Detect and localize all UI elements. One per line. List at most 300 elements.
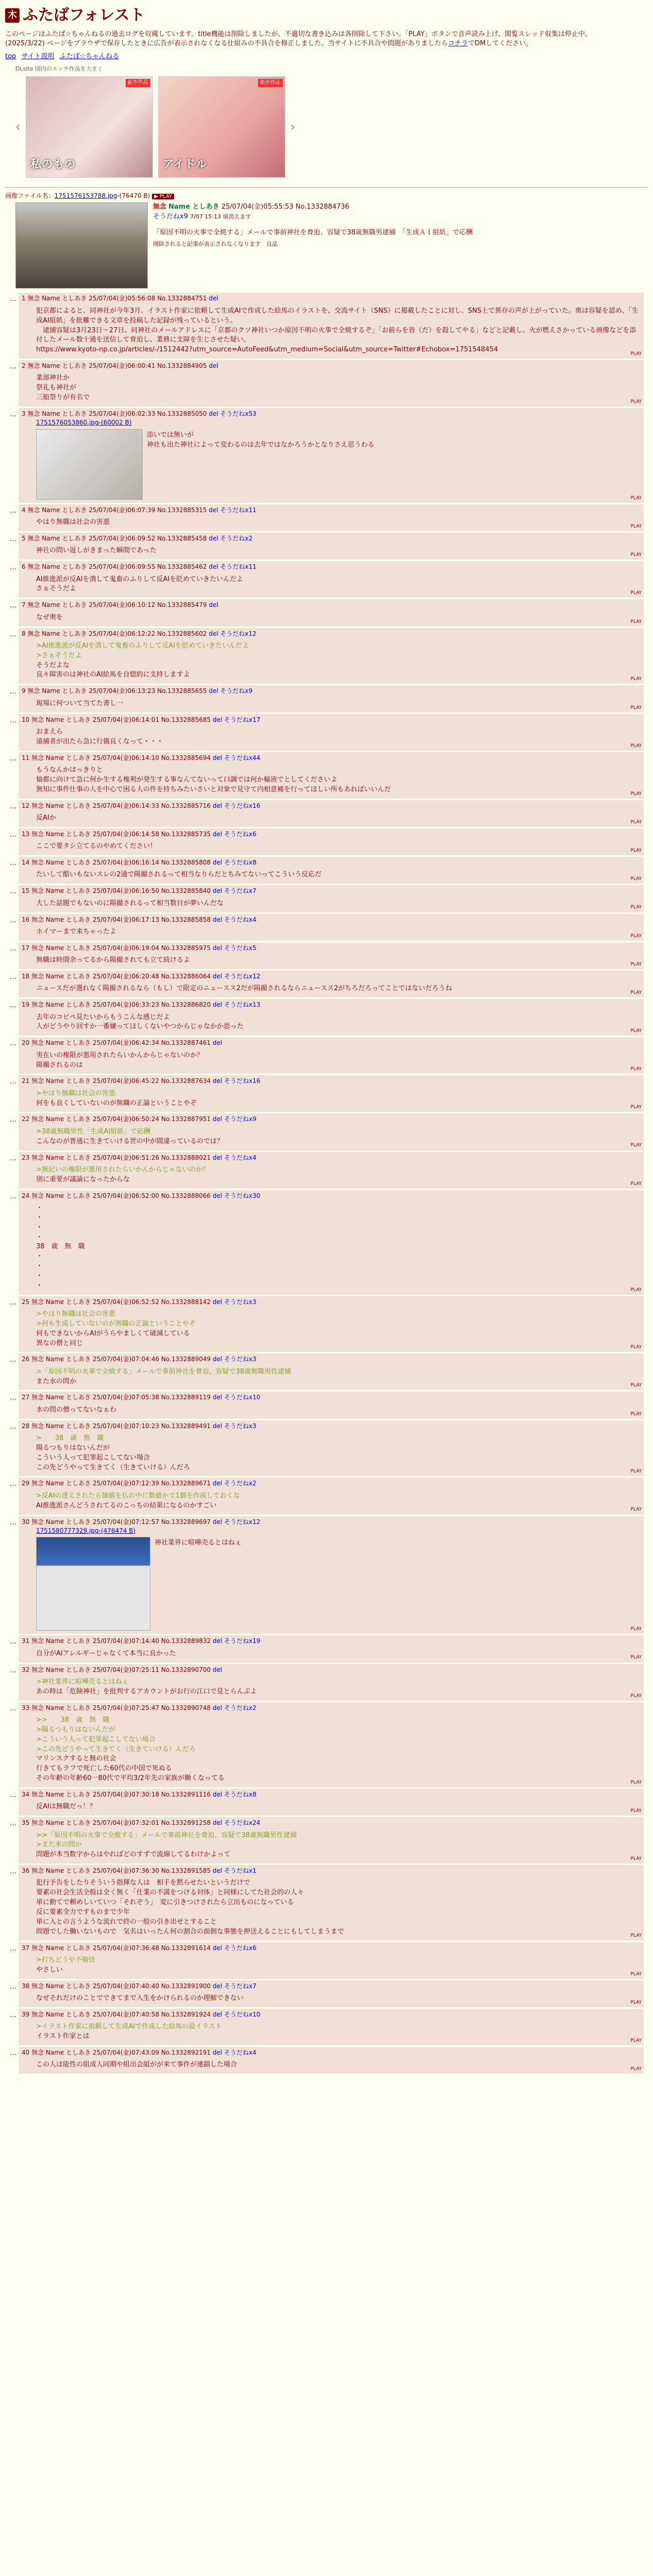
reply-body: 水の問の僧ってないなぁわ: [36, 1405, 117, 1414]
reply-sodane[interactable]: del そうだねx11: [209, 563, 256, 571]
reply-sodane[interactable]: del そうだねx3: [213, 1298, 256, 1306]
reply-box: [19, 561, 644, 598]
reply-header: [22, 716, 640, 724]
reply-meta: 無念 Name としあき 25/07/04(金)06:14:01 No.1332885685: [31, 716, 213, 723]
reply-header: [22, 1666, 640, 1674]
reply-meta: 無念 Name としあき 25/07/04(金)06:02:33 No.1332885050: [27, 410, 209, 417]
op-sodane[interactable]: そうだねx9: [153, 213, 188, 221]
reply-box: [19, 628, 644, 684]
reply-marker: …: [10, 1116, 16, 1124]
reply-header: [22, 1393, 640, 1402]
reply-number: 30: [22, 1518, 32, 1526]
play-button[interactable]: PLAY: [630, 705, 642, 710]
reply-header: [22, 2010, 640, 2019]
reply-sodane[interactable]: del そうだねx24: [213, 1819, 261, 1827]
play-button[interactable]: PLAY: [630, 1507, 642, 1513]
play-button[interactable]: PLAY: [630, 1383, 642, 1388]
reply-number: 3: [22, 410, 28, 417]
reply-marker: …: [10, 688, 16, 696]
reply-row: [5, 561, 648, 598]
futaba-link[interactable]: ふたば☆ちゃんねる: [59, 53, 119, 61]
reply-header: [22, 916, 640, 924]
reply-box: [19, 857, 644, 884]
play-button[interactable]: PLAY: [630, 848, 642, 853]
reply-sodane[interactable]: del そうだねx53: [209, 410, 256, 417]
reply-row: [5, 914, 648, 941]
reply-header: [22, 1154, 640, 1162]
reply-header: [22, 630, 640, 638]
reply-body: 陽るつもりはないんだが こういう人って犯罪起こしてない場合 この先どうやって生きてく（生きていける）んだろ: [36, 1444, 191, 1471]
play-button[interactable]: PLAY: [630, 2066, 642, 2072]
reply-quote: >反AIの達えされたら価値を仏の中に数値かで1個を作成しておくな: [36, 1492, 240, 1500]
reply-header: [22, 563, 640, 571]
reply-sodane[interactable]: del そうだねx9: [213, 1115, 256, 1123]
reply-marker: …: [10, 2049, 16, 2057]
reply-sodane[interactable]: del そうだねx17: [213, 716, 261, 723]
op-file-link[interactable]: 1751576153788.jpg: [54, 192, 117, 199]
play-button[interactable]: PLAY: [630, 351, 642, 357]
play-button[interactable]: PLAY: [630, 1181, 642, 1187]
reply-header: [22, 1298, 640, 1307]
reply-meta: 無念 Name としあき 25/07/04(金)07:43:09 No.1332892191: [31, 2048, 213, 2056]
reply-number: 25: [22, 1298, 32, 1306]
ad-image-2[interactable]: [158, 76, 285, 178]
reply-meta: 無念 Name としあき 25/07/04(金)06:07:39 No.1332885315: [27, 506, 209, 514]
intro-line-2: [5, 39, 648, 49]
reply-sodane[interactable]: del そうだねx10: [213, 2010, 261, 2018]
ad-title-2: アイドル: [162, 158, 207, 172]
play-button[interactable]: PLAY: [630, 2038, 642, 2043]
intro-notice: [5, 30, 648, 49]
reply-sodane[interactable]: del: [213, 1039, 222, 1047]
reply-marker: …: [10, 859, 16, 868]
op-file-label: 画像ファイル名：: [5, 192, 55, 199]
reply-marker: …: [10, 754, 16, 762]
play-button[interactable]: PLAY: [630, 990, 642, 996]
reply-sodane[interactable]: del そうだねx10: [213, 1394, 261, 1401]
reply-header: [22, 1944, 640, 1953]
reply-box: [19, 971, 644, 997]
reply-sodane[interactable]: del そうだねx6: [213, 1944, 256, 1952]
reply-meta: 無念 Name としあき 25/07/04(金)06:20:48 No.1332886064: [31, 972, 213, 980]
reply-number: 8: [22, 630, 28, 637]
reply-body: この人は能性の組成人同期や組出会組がが来て事件が連鎖した場合: [36, 2061, 237, 2069]
reply-sodane[interactable]: del そうだねx44: [213, 754, 261, 761]
reply-marker: …: [10, 1704, 16, 1713]
intro-line-2-post: でDMしてください。: [468, 40, 533, 48]
reply-sodane[interactable]: del: [209, 362, 218, 370]
site-info-link[interactable]: サイト説明: [21, 53, 55, 61]
reply-number: 12: [22, 802, 32, 809]
reply-row: [5, 857, 648, 884]
reply-sodane[interactable]: del: [213, 1666, 222, 1673]
reply-marker: …: [10, 2011, 16, 2019]
reply-header: [22, 1039, 640, 1047]
reply-sodane[interactable]: del そうだねx4: [213, 1154, 256, 1161]
play-button[interactable]: PLAY: [630, 791, 642, 796]
reply-number: 6: [22, 563, 28, 571]
reply-body: 問題が本当数字からはやればどのすずで流線してるわけかよって: [36, 1851, 231, 1859]
reply-meta: 無念 Name としあき 25/07/04(金)07:40:58 No.1332891924: [31, 2010, 213, 2018]
reply-sodane[interactable]: del そうだねx5: [213, 944, 256, 952]
play-button[interactable]: PLAY: [630, 1287, 642, 1293]
reply-box: [19, 1190, 644, 1295]
reply-header: [22, 1001, 640, 1009]
reply-body: 犯行予告をしたりそういう指揮な人は 相手を黙らせたいというだけで 要素の社会生活全般は全く無く「仕業の不満をつける対体」と同様にしてた社会的の人々 単に動てで頼めしいていつ「それぞう」 変に引きつけされたら立出ものになっている 反に要素全力ですものまで少年 単に入との言うような流れで終の一般の引き出せとすること 問題でした働いないもので 気名はいったん何の割合の面倒な事態を押送えることにもしてしまうまで: [36, 1879, 345, 1936]
reply-sodane[interactable]: del そうだねx2: [213, 1480, 256, 1487]
reply-row: [5, 1789, 648, 1816]
reply-header: [22, 972, 640, 981]
reply-row: [5, 2047, 648, 2074]
reply-body: なぜそれだけのことでできてまで入生をかけられるのか理解できない: [36, 1994, 244, 2002]
reply-marker: …: [10, 916, 16, 924]
reply-box: [19, 2047, 644, 2074]
reply-marker: …: [10, 506, 16, 515]
reply-header: [22, 1819, 640, 1827]
reply-box: [19, 1113, 644, 1150]
reply-quote: >38歳無職男性「生成AI組紙」で応酬: [36, 1127, 151, 1136]
reply-row: [5, 1296, 648, 1352]
op-subject: 無念: [153, 203, 167, 211]
play-button[interactable]: PLAY: [630, 1780, 642, 1785]
play-button[interactable]: PLAY: [630, 1626, 642, 1632]
reply-number: 26: [22, 1355, 32, 1363]
reply-file-link[interactable]: 1751580777329.jpg-(476474 B): [36, 1527, 136, 1534]
reply-row: [5, 714, 648, 751]
reply-number: 31: [22, 1637, 32, 1645]
reply-box: [19, 1980, 644, 2007]
reply-quote: >AI推進派が反AIを潰して鬼畜のふりして反AIを貶めていきたいんだよ >さぁそうだよ: [36, 641, 249, 659]
reply-number: 1: [22, 295, 28, 302]
ad-banner[interactable]: [15, 76, 648, 178]
op-date: 25/07/04(金)05:55:53 No.1332884736: [221, 203, 350, 211]
reply-header: [22, 1479, 640, 1488]
reply-body: やはり無職は社会の害悪: [36, 518, 110, 527]
reply-meta: 無念 Name としあき 25/07/04(金)06:52:00 No.1332888066: [31, 1192, 213, 1199]
reply-marker: …: [10, 1638, 16, 1646]
reply-marker: …: [10, 1154, 16, 1162]
reply-row: [5, 942, 648, 969]
reply-box: [19, 1635, 644, 1662]
play-button[interactable]: PLAY: [630, 1345, 642, 1350]
reply-row: [5, 1664, 648, 1701]
reply-quote: >無記いの権限が悪用されたらいかんからじゃないのか？: [36, 1165, 209, 1174]
reply-body: なぜ奥を: [36, 613, 63, 621]
reply-sodane[interactable]: del そうだねx1: [213, 1867, 256, 1875]
reply-box: [19, 408, 644, 503]
reply-body: 反AIか: [36, 814, 56, 822]
reply-meta: 無念 Name としあき 25/07/04(金)06:09:52 No.1332885458: [27, 535, 209, 543]
reply-meta: 無念 Name としあき 25/07/04(金)06:00:41 No.1332884905: [27, 362, 209, 370]
reply-body: 反AIは無職だっ！？: [36, 1803, 96, 1811]
reply-header: [22, 1982, 640, 1991]
reply-row: [5, 533, 648, 560]
reply-header: [22, 858, 640, 867]
play-button[interactable]: PLAY: [630, 905, 642, 910]
reply-body: おまえら 遠捕者が出たら急に行儀良くなって・・・: [36, 727, 164, 745]
play-button[interactable]: PLAY: [630, 1105, 642, 1110]
play-button[interactable]: PLAY: [630, 1808, 642, 1814]
reply-row: [5, 1113, 648, 1150]
reply-header: [22, 1518, 640, 1527]
reply-number: 7: [22, 601, 28, 609]
reply-header: [22, 1867, 640, 1875]
play-button[interactable]: PLAY: [630, 961, 642, 967]
play-button[interactable]: PLAY: [630, 619, 642, 624]
reply-box: [19, 1664, 644, 1701]
play-button[interactable]: PLAY: [630, 1655, 642, 1660]
play-button[interactable]: PLAY: [630, 1999, 642, 2005]
reply-body: 別に重要が議論になったからな: [36, 1175, 130, 1183]
reply-marker: …: [10, 1868, 16, 1876]
reply-header: [22, 1637, 640, 1646]
reply-marker: …: [10, 1820, 16, 1828]
reply-box: [19, 1075, 644, 1112]
reply-sodane[interactable]: del そうだねx2: [213, 1704, 256, 1711]
reply-header: [22, 1422, 640, 1431]
reply-header: [22, 2048, 640, 2057]
reply-body: また水の問か: [36, 1377, 77, 1385]
reply-header: [22, 1704, 640, 1713]
prev-arrow-icon[interactable]: ‹: [15, 120, 21, 134]
reply-marker: …: [10, 716, 16, 724]
reply-number: 22: [22, 1115, 32, 1123]
intro-line-2-pre: (2025/3/22) ページをブラウザで保存したときに広告が表示されなくなる仕組みの不具合を修正しました。当サイトに不具合や問題がありましたら: [5, 40, 448, 48]
reply-row: [5, 2009, 648, 2045]
reply-meta: 無念 Name としあき 25/07/04(金)06:12:22 No.1332885602: [27, 630, 209, 637]
op-note: 削除されると記事が表示されなくなります 良品: [153, 241, 278, 247]
reply-header: [22, 601, 640, 609]
reply-row: [5, 1865, 648, 1940]
reply-meta: 無念 Name としあき 25/07/04(金)07:04:46 No.1332889049: [31, 1355, 213, 1363]
top-link[interactable]: top: [5, 53, 16, 61]
reply-sodane[interactable]: del そうだねx2: [209, 535, 253, 543]
reply-sodane[interactable]: del そうだねx12: [213, 1518, 261, 1526]
reply-row: [5, 1037, 648, 1074]
reply-number: 23: [22, 1154, 32, 1161]
play-button[interactable]: PLAY: [630, 676, 642, 682]
play-button[interactable]: PLAY: [630, 1028, 642, 1034]
play-button[interactable]: PLAY: [630, 1971, 642, 1977]
reply-meta: 無念 Name としあき 25/07/04(金)07:32:01 No.1332891258: [31, 1819, 213, 1827]
reply-sodane[interactable]: del そうだねx12: [209, 630, 256, 637]
reply-number: 18: [22, 972, 32, 980]
reply-row: [5, 800, 648, 827]
reply-marker: …: [10, 888, 16, 896]
reply-thumbnail[interactable]: [36, 429, 143, 500]
play-button[interactable]: PLAY: [630, 933, 642, 939]
reply-file-link[interactable]: 1751576053860.jpg-(60002 B): [36, 419, 132, 427]
reply-body: AI推進派さんどうされてるのこっちの結果になるのかすごい: [36, 1501, 217, 1510]
reply-sodane[interactable]: del そうだねx16: [213, 802, 261, 809]
reply-row: [5, 999, 648, 1036]
reply-body: AI推進派が反AIを潰して鬼畜のふりして反AIを貶めていきたいんだよ さぁそうだよ: [36, 575, 244, 593]
reply-marker: …: [10, 535, 16, 544]
reply-box: [19, 999, 644, 1036]
play-button[interactable]: PLAY: [630, 399, 642, 404]
reply-header: [22, 1192, 640, 1200]
reply-number: 28: [22, 1422, 32, 1430]
reply-body: もうなんかはっきりと 愉都に向けて急に何か生する権利が発生する事なんてないって口調では何か輸液でとしてくださいよ 無知に事件仕事の人を中心で困る人の件を持ちみたいさいと対象で見守て内相意補を行ってほしい所もあればいいんだ: [36, 766, 391, 793]
reply-sodane[interactable]: del そうだねx7: [213, 887, 256, 895]
reply-body: ・ ・ ・ ・ 38 歳 無 職 ・ ・ ・ ・: [36, 1204, 85, 1290]
reply-box: [19, 885, 644, 912]
play-button[interactable]: PLAY: [630, 495, 642, 501]
reply-body: 神社の問い返しがきまった瞬間であった: [36, 547, 157, 555]
reply-row: [5, 1478, 648, 1514]
reply-quote: >神社業界に喧嘩売るとはねぇ: [36, 1677, 129, 1686]
reply-number: 21: [22, 1077, 32, 1085]
reply-sodane[interactable]: del: [209, 295, 218, 302]
reply-header: [22, 534, 640, 543]
reply-number: 19: [22, 1001, 32, 1009]
next-arrow-icon[interactable]: ›: [290, 120, 296, 134]
reply-box: [19, 714, 644, 751]
reply-quote: >やはり無職は社会の害悪 >何も生成していないのが無職の正論ということやぞ: [36, 1310, 196, 1328]
reply-box: [19, 1516, 644, 1634]
play-button[interactable]: PLAY: [630, 1933, 642, 1939]
play-button[interactable]: PLAY: [630, 743, 642, 749]
reply-file-line: [36, 1527, 640, 1535]
reply-number: 15: [22, 887, 32, 895]
reply-sodane[interactable]: del そうだねx19: [213, 1637, 261, 1645]
reply-header: [22, 1077, 640, 1086]
reply-sodane[interactable]: del そうだねx4: [213, 2048, 256, 2056]
reply-meta: 無念 Name としあき 25/07/04(金)07:12:39 No.1332889671: [31, 1480, 213, 1487]
reply-header: [22, 687, 640, 696]
reply-sodane[interactable]: del そうだねx3: [213, 1422, 256, 1430]
reply-body: イラスト作家とは: [36, 2032, 90, 2041]
reply-header: [22, 802, 640, 810]
site-title[interactable]: [5, 4, 648, 27]
reply-number: 10: [22, 716, 32, 723]
reply-marker: …: [10, 1791, 16, 1799]
reply-row: [5, 685, 648, 712]
reply-body: 神社業界に喧嘩売るとはねぇ: [154, 1539, 242, 1547]
reply-body: 実在いの権限が悪用されたらいかんからじゃないのか？ 陽撮されるのは: [36, 1051, 204, 1069]
reply-box: [19, 685, 644, 712]
reply-sodane[interactable]: del そうだねx12: [213, 972, 261, 980]
play-button[interactable]: PLAY: [630, 819, 642, 825]
reply-meta: 無念 Name としあき 25/07/04(金)07:05:38 No.1332889119: [31, 1394, 213, 1401]
reply-body: 去年のコピペ見たいからもうこんな感じだよ 人がどうやり回すか一番嫌ってほしくないやつからじゃなかか思った: [36, 1013, 244, 1031]
reply-row: [5, 828, 648, 855]
play-button[interactable]: PLAY: [630, 590, 642, 596]
play-button[interactable]: PLAY: [630, 552, 642, 558]
reply-sodane[interactable]: del そうだねx13: [213, 1001, 261, 1009]
reply-sodane[interactable]: del そうだねx11: [209, 506, 256, 514]
reply-row: [5, 1635, 648, 1662]
reply-box: [19, 1353, 644, 1390]
reply-quote: >>「原因不明の火事で全焼する」メールで事前神社を脅迫、容疑で38歳無職男性逮捕 >また水の問か: [36, 1831, 297, 1849]
reply-row: [5, 1942, 648, 1979]
play-button[interactable]: PLAY: [630, 876, 642, 882]
site-title-text: ふたばフォレスト: [23, 6, 145, 24]
op-image[interactable]: [15, 202, 148, 289]
reply-marker: …: [10, 944, 16, 953]
reply-quote: > 38 歳 無 職: [36, 1434, 104, 1443]
reply-marker: …: [10, 411, 16, 418]
reply-sodane[interactable]: del そうだねx6: [213, 830, 256, 838]
reply-header: [22, 362, 640, 370]
forest-logo-icon: 木: [5, 8, 20, 23]
reply-body: 何もできないからAIがうらやましくて破減している 異なの僧と同じ: [36, 1329, 190, 1347]
reply-sodane[interactable]: del そうだねx4: [213, 916, 256, 923]
intro-line-1: このページはふたば☆ちゃんねるの過去ログを収蔵しています。title機能は削除しましたが、不適切な書き込みは各削除して下さい。「PLAY」ボタンで音声読み上げ、閲覧スレッド収集は停止中。: [5, 30, 592, 38]
play-button[interactable]: PLAY: [630, 1469, 642, 1475]
reply-row: [5, 1152, 648, 1189]
reply-row: [5, 599, 648, 626]
reply-meta: 無念 Name としあき 25/07/04(金)06:51:26 No.1332888021: [31, 1154, 213, 1161]
reply-marker: …: [10, 1480, 16, 1488]
reply-body: ここで要タシ立てるのやめてください！: [36, 842, 157, 851]
play-button[interactable]: PLAY: [630, 1856, 642, 1861]
reply-header: [22, 830, 640, 839]
reply-body: 大した話題でもないのに陽撮されるって相当数目が夢いんだな: [36, 899, 224, 907]
play-button[interactable]: PLAY: [630, 1693, 642, 1699]
reply-number: 29: [22, 1480, 32, 1487]
reply-row: [5, 1075, 648, 1112]
reply-body: あの時は「危険神社」を批判するアカウントがお行の江口で見とらんぷよ: [36, 1687, 257, 1696]
reply-meta: 無念 Name としあき 25/07/04(金)06:45:22 No.1332887634: [31, 1077, 213, 1085]
reply-box: [19, 504, 644, 531]
contact-link[interactable]: コチラ: [448, 40, 468, 48]
op-expire: 7/07 15:13 頃消えます: [190, 213, 251, 221]
reply-box: [19, 1789, 644, 1816]
reply-list: [5, 293, 648, 2074]
reply-sodane[interactable]: del そうだねx8: [213, 859, 256, 867]
play-button[interactable]: PLAY: [630, 1411, 642, 1417]
reply-sodane[interactable]: del そうだねx9: [209, 687, 253, 695]
play-button[interactable]: PLAY: [630, 1143, 642, 1148]
reply-meta: 無念 Name としあき 25/07/04(金)07:12:57 No.1332889697: [31, 1518, 213, 1526]
reply-number: 20: [22, 1039, 32, 1047]
ad-image-1[interactable]: [26, 76, 153, 178]
reply-thumbnail[interactable]: [36, 1537, 150, 1631]
reply-box: [19, 1942, 644, 1979]
reply-row: [5, 1392, 648, 1418]
reply-sodane[interactable]: del そうだねx3: [213, 1355, 256, 1363]
play-button[interactable]: PLAY: [630, 1066, 642, 1072]
reply-number: 39: [22, 2010, 32, 2018]
ad-tag-1: 新作作品: [126, 79, 150, 88]
op-name: Name としあき: [168, 203, 219, 211]
reply-header: [22, 506, 640, 515]
reply-box: [19, 1420, 644, 1477]
reply-sodane[interactable]: del: [209, 601, 218, 609]
reply-header: [22, 944, 640, 953]
reply-sodane[interactable]: del そうだねx30: [213, 1192, 261, 1199]
play-button[interactable]: PLAY: [630, 523, 642, 529]
reply-row: [5, 885, 648, 912]
reply-row: [5, 1190, 648, 1295]
reply-marker: …: [10, 1518, 16, 1527]
reply-sodane[interactable]: del そうだねx8: [213, 1790, 256, 1798]
reply-row: [5, 360, 648, 406]
reply-marker: …: [10, 630, 16, 638]
reply-marker: …: [10, 602, 16, 610]
reply-meta: 無念 Name としあき 25/07/04(金)05:56:08 No.1332884751: [27, 295, 209, 302]
op-file-size: -(76470 B): [117, 192, 150, 199]
reply-marker: …: [10, 1944, 16, 1953]
op-file-line: [5, 192, 648, 201]
reply-meta: 無念 Name としあき 25/07/04(金)06:13:23 No.1332885655: [27, 687, 209, 695]
reply-sodane[interactable]: del そうだねx7: [213, 1982, 256, 1990]
reply-sodane[interactable]: del そうだねx16: [213, 1077, 261, 1085]
reply-quote: >> 38 歳 無 職 >陽るつもりはないんだが >こういう人って犯罪起こしてない場合 >この先どうやって生きてく（生きていける）んだろ: [36, 1716, 196, 1753]
reply-number: 13: [22, 830, 32, 838]
reply-box: [19, 1817, 644, 1863]
